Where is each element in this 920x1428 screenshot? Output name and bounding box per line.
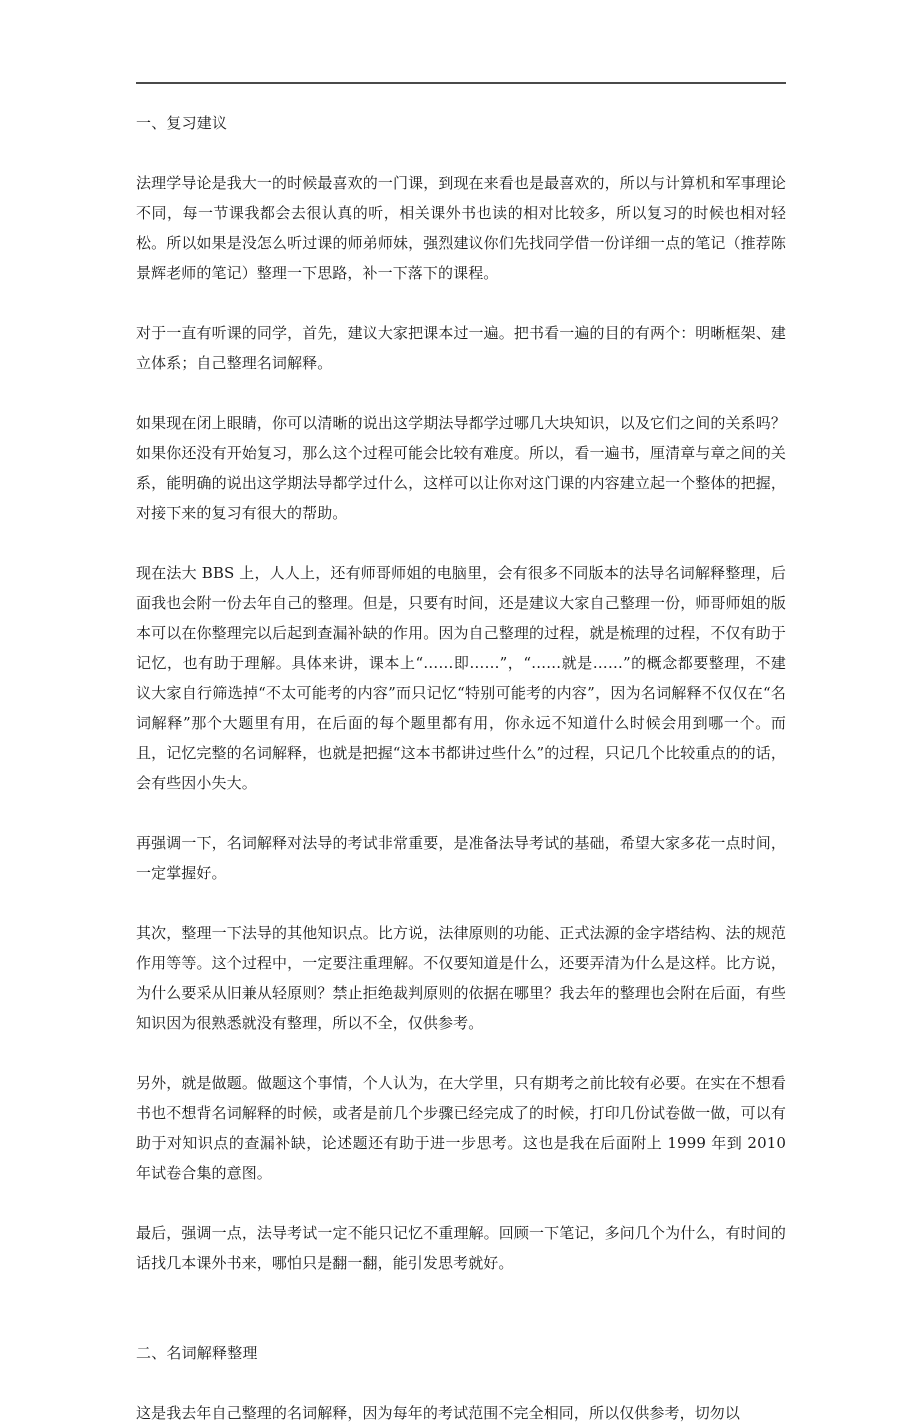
- spacer: [136, 1278, 786, 1338]
- header-rule: [136, 82, 786, 84]
- document-body: [136, 108, 786, 1428]
- section-heading-one: 一、复习建议: [136, 114, 228, 132]
- paragraph: 其次，整理一下法导的其他知识点。比方说，法律原则的功能、正式法源的金字塔结构、法的规范作用等等。这个过程中，一定要注重理解。不仅要知道是什么，还要弄清为什么是这样。比方说，为什么要采从旧兼从轻原则？禁止拒绝裁判原则的依据在哪里？我去年的整理也会附在后面，有些知识因为很熟悉就没有整理，所以不全，仅供参考。: [136, 924, 786, 1032]
- paragraph: 如果现在闭上眼睛，你可以清晰的说出这学期法导都学过哪几大块知识，以及它们之间的关系吗？如果你还没有开始复习，那么这个过程可能会比较有难度。所以，看一遍书，厘清章与章之间的关系，能明确的说出这学期法导都学过什么，这样可以让你对这门课的内容建立起一个整体的把握，对接下来的复习有很大的帮助。: [136, 414, 786, 522]
- spacer: [136, 288, 786, 318]
- spacer: [136, 378, 786, 408]
- paragraph: 另外，就是做题。做题这个事情，个人认为，在大学里，只有期考之前比较有必要。在实在不想看书也不想背名词解释的时候，或者是前几个步骤已经完成了的时候，打印几份试卷做一做，可以有助于对知识点的查漏补缺，论述题还有助于进一步思考。这也是我在后面附上 1999 年到 2010 年试卷合集的意图。: [136, 1074, 786, 1182]
- paragraph: 最后，强调一点，法导考试一定不能只记忆不重理解。回顾一下笔记，多问几个为什么，有时间的话找几本课外书来，哪怕只是翻一翻，能引发思考就好。: [136, 1224, 786, 1272]
- spacer: [136, 1368, 786, 1398]
- spacer: [136, 1188, 786, 1218]
- paragraph: 对于一直有听课的同学，首先，建议大家把课本过一遍。把书看一遍的目的有两个：明晰框架、建立体系；自己整理名词解释。: [136, 324, 786, 372]
- paragraph: 这是我去年自己整理的名词解释，因为每年的考试范围不完全相同，所以仅供参考，切勿以: [136, 1404, 741, 1422]
- section-heading-two: 二、名词解释整理: [136, 1344, 258, 1362]
- spacer: [136, 798, 786, 828]
- spacer: [136, 1038, 786, 1068]
- spacer: [136, 888, 786, 918]
- paragraph: 法理学导论是我大一的时候最喜欢的一门课，到现在来看也是最喜欢的，所以与计算机和军事理论不同，每一节课我都会去很认真的听，相关课外书也读的相对比较多，所以复习的时候也相对轻松。所以如果是没怎么听过课的师弟师妹，强烈建议你们先找同学借一份详细一点的笔记（推荐陈景辉老师的笔记）整理一下思路，补一下落下的课程。: [136, 174, 786, 282]
- spacer: [136, 528, 786, 558]
- paragraph: 再强调一下，名词解释对法导的考试非常重要，是准备法导考试的基础，希望大家多花一点时间，一定掌握好。: [136, 834, 786, 882]
- spacer: [136, 138, 786, 168]
- paragraph: 现在法大 BBS 上，人人上，还有师哥师姐的电脑里，会有很多不同版本的法导名词解释整理，后面我也会附一份去年自己的整理。但是，只要有时间，还是建议大家自己整理一份，师哥师姐的版本可以在你整理完以后起到查漏补缺的作用。因为自己整理的过程，就是梳理的过程，不仅有助于记忆，也有助于理解。具体来讲，课本上“……即……”，“……就是……”的概念都要整理，不建议大家自行筛选掉“不太可能考的内容”而只记忆“特别可能考的内容”，因为名词解释不仅仅在“名词解释”那个大题里有用，在后面的每个题里都有用，你永远不知道什么时候会用到哪一个。而且，记忆完整的名词解释，也就是把握“这本书都讲过些什么”的过程，只记几个比较重点的的话，会有些因小失大。: [136, 564, 786, 792]
